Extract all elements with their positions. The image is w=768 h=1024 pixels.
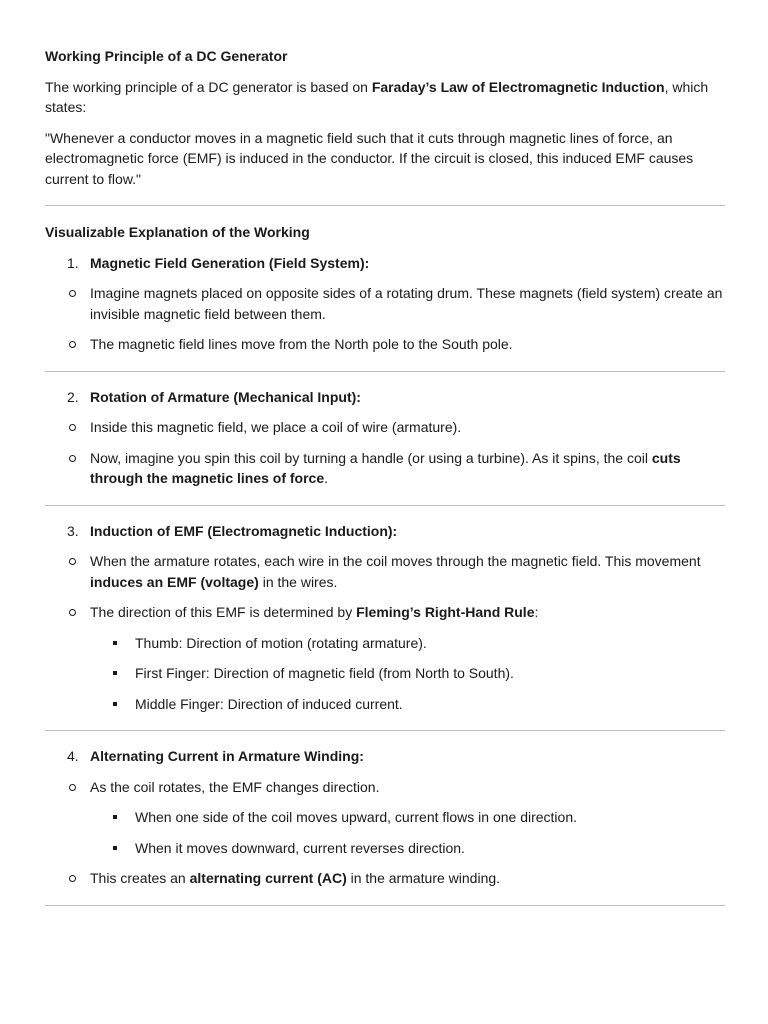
sub-item-text: Inside this magnetic field, we place a coil of wire (armature). bbox=[90, 419, 462, 435]
circle-bullet-icon bbox=[69, 875, 76, 882]
item-heading: Alternating Current in Armature Winding: bbox=[90, 748, 364, 764]
sub-item-text: When the armature rotates, each wire in the coil moves through the magnetic field. This movement bbox=[90, 553, 701, 569]
nested-list bbox=[90, 633, 725, 715]
circle-bullet-icon bbox=[69, 424, 76, 431]
item-number: 4. bbox=[67, 748, 79, 764]
sub-item bbox=[45, 334, 725, 355]
circle-bullet-icon bbox=[69, 558, 76, 565]
divider bbox=[45, 371, 725, 372]
list-block-3 bbox=[45, 521, 725, 731]
intro-paragraph bbox=[45, 77, 725, 118]
intro-text-end: , which states: bbox=[45, 78, 709, 115]
numbered-item-3 bbox=[45, 521, 725, 542]
circle-bullet-icon bbox=[69, 609, 76, 616]
nested-item-text: When it moves downward, current reverses direction. bbox=[135, 839, 465, 856]
nested-item bbox=[90, 694, 725, 715]
square-bullet-icon bbox=[113, 671, 117, 675]
numbered-item-1 bbox=[45, 253, 725, 274]
divider bbox=[45, 205, 725, 206]
sub-list bbox=[45, 551, 725, 714]
item-heading: Magnetic Field Generation (Field System): bbox=[90, 254, 370, 271]
nested-item bbox=[90, 663, 725, 684]
sub-item bbox=[45, 417, 725, 438]
divider bbox=[45, 905, 725, 906]
sub-item-text: The magnetic field lines move from the North pole to the South pole. bbox=[90, 336, 513, 352]
intro-text: The working principle of a DC generator is based on bbox=[45, 78, 372, 95]
sub-item-bold: alternating current (AC) bbox=[189, 870, 347, 886]
sub-list bbox=[45, 417, 725, 489]
sub-item bbox=[45, 602, 725, 714]
item-heading: Rotation of Armature (Mechanical Input): bbox=[90, 388, 361, 405]
section-title: Visualizable Explanation of the Working bbox=[45, 224, 310, 240]
quote-paragraph: "Whenever a conductor moves in a magnetic field such that it cuts through magnetic lines of force, an electromagnetic force (EMF) is induced in the conductor. If the circuit is closed, this induced EMF causes current to flow." bbox=[45, 129, 694, 187]
list-block-2 bbox=[45, 387, 725, 505]
divider bbox=[45, 730, 725, 731]
nested-item-text: First Finger: Direction of magnetic field (from North to South). bbox=[135, 665, 514, 681]
sub-item-text: Imagine magnets placed on opposite sides of a rotating drum. These magnets (field system) create an invisible magnetic field between them. bbox=[90, 285, 723, 322]
sub-item bbox=[45, 283, 725, 324]
nested-item bbox=[90, 807, 725, 828]
square-bullet-icon bbox=[113, 846, 117, 850]
sub-item bbox=[45, 448, 725, 489]
nested-item bbox=[90, 838, 725, 859]
list-block-1 bbox=[45, 253, 725, 371]
sub-item-bold: Fleming’s Right-Hand Rule bbox=[356, 604, 535, 620]
divider bbox=[45, 505, 725, 506]
sub-item-bold: cuts through the magnetic lines of force bbox=[90, 449, 681, 486]
nested-item-text: Thumb: Direction of motion (rotating armature). bbox=[135, 634, 427, 651]
sub-item-text: Now, imagine you spin this coil by turning a handle (or using a turbine). As it spins, the coil bbox=[90, 449, 652, 466]
circle-bullet-icon bbox=[69, 784, 76, 791]
circle-bullet-icon bbox=[69, 455, 76, 462]
sub-item-bold: induces an EMF (voltage) bbox=[90, 573, 259, 590]
sub-list bbox=[45, 283, 725, 355]
sub-item-text: The direction of this EMF is determined by bbox=[90, 604, 357, 620]
nested-item-text: Middle Finger: Direction of induced current. bbox=[135, 695, 403, 712]
sub-item-text-end: in the armature winding. bbox=[346, 870, 501, 886]
nested-item bbox=[90, 633, 725, 654]
item-number: 3. bbox=[67, 522, 79, 539]
numbered-item-2 bbox=[45, 387, 725, 408]
square-bullet-icon bbox=[113, 815, 117, 819]
list-block-4 bbox=[45, 746, 725, 905]
nested-list bbox=[90, 807, 725, 858]
document-title: Working Principle of a DC Generator bbox=[45, 48, 288, 64]
item-number: 2. bbox=[67, 388, 79, 405]
square-bullet-icon bbox=[113, 702, 117, 706]
sub-item-text-end: . bbox=[324, 470, 329, 486]
circle-bullet-icon bbox=[69, 290, 76, 297]
sub-item-text-end: : bbox=[534, 604, 539, 620]
nested-item-text: When one side of the coil moves upward, current flows in one direction. bbox=[135, 809, 578, 825]
sub-item-text-end: in the wires. bbox=[258, 573, 338, 590]
item-heading: Induction of EMF (Electromagnetic Induction): bbox=[90, 522, 398, 539]
sub-item bbox=[45, 868, 725, 889]
sub-item bbox=[45, 551, 725, 592]
document-content bbox=[45, 46, 725, 906]
item-number: 1. bbox=[67, 254, 79, 271]
square-bullet-icon bbox=[113, 641, 117, 645]
numbered-item-4 bbox=[45, 746, 725, 767]
intro-bold-law: Faraday’s Law of Electromagnetic Induction bbox=[371, 78, 665, 95]
circle-bullet-icon bbox=[69, 341, 76, 348]
sub-list bbox=[45, 777, 725, 889]
sub-item-text: This creates an bbox=[90, 870, 190, 886]
sub-item bbox=[45, 777, 725, 859]
sub-item-text: As the coil rotates, the EMF changes direction. bbox=[90, 778, 380, 795]
